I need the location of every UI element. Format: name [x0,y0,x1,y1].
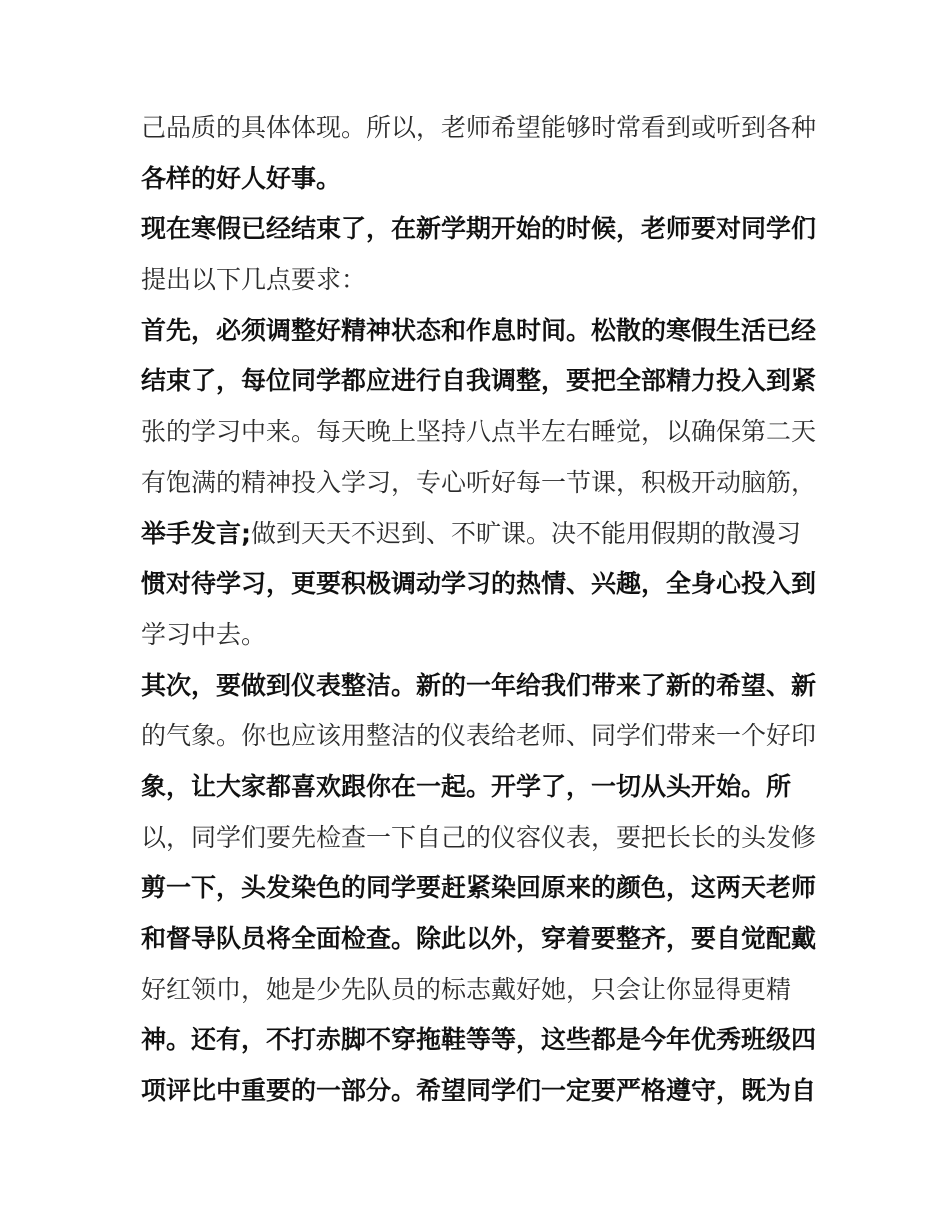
text-line-15: 以，同学们要先检查一下自己的仪容仪表，要把长长的头发修 [141,822,817,852]
text-line-6: 结束了，每位同学都应进行自我调整，要把全部精力投入到紧 [141,366,817,396]
text-line-5: 首先，必须调整好精神状态和作息时间。松散的寒假生活已经 [141,315,817,345]
text-line-11: 学习中去。 [141,619,267,649]
text-line-17: 和督导队员将全面检查。除此以外，穿着要整齐，要自觉配戴 [141,924,817,953]
text-line-20: 项评比中重要的一部分。希望同学们一定要严格遵守，既为自 [141,1076,817,1106]
text-line-4: 提出以下几点要求： [141,265,367,295]
text-line-9-part-2: 做到天天不迟到、不旷课。决不能用假期的散漫习 [251,518,802,548]
text-line-14: 象，让大家都喜欢跟你在一起。开学了，一切从头开始。所 [141,771,792,801]
text-line-2: 各样的好人好事。 [141,163,342,193]
text-line-9-part-1: 举手发言; [141,518,251,548]
text-line-19: 神。还有，不打赤脚不穿拖鞋等等，这些都是今年优秀班级四 [141,1025,817,1055]
text-line-18: 好红领巾，她是少先队员的标志戴好她，只会让你显得更精 [141,974,792,1004]
text-line-7: 张的学习中来。每天晚上坚持八点半左右睡觉，以确保第二天 [141,417,817,447]
text-line-3: 现在寒假已经结束了，在新学期开始的时候，老师要对同学们 [141,214,817,244]
text-line-9 [141,509,821,560]
text-line-10: 惯对待学习，更要积极调动学习的热情、兴趣，全身心投入到 [141,569,817,599]
body-text [141,103,821,1117]
text-line-12: 其次，要做到仪表整洁。新的一年给我们带来了新的希望、新 [141,670,817,700]
text-line-8: 有饱满的精神投入学习，专心听好每一节课，积极开动脑筋， [141,467,817,497]
text-line-1: 己品质的具体体现。所以，老师希望能够时常看到或听到各种 [141,113,817,142]
text-line-16: 剪一下，头发染色的同学要赶紧染回原来的颜色，这两天老师 [141,873,817,903]
text-line-13: 的气象。你也应该用整洁的仪表给老师、同学们带来一个好印 [141,721,817,751]
